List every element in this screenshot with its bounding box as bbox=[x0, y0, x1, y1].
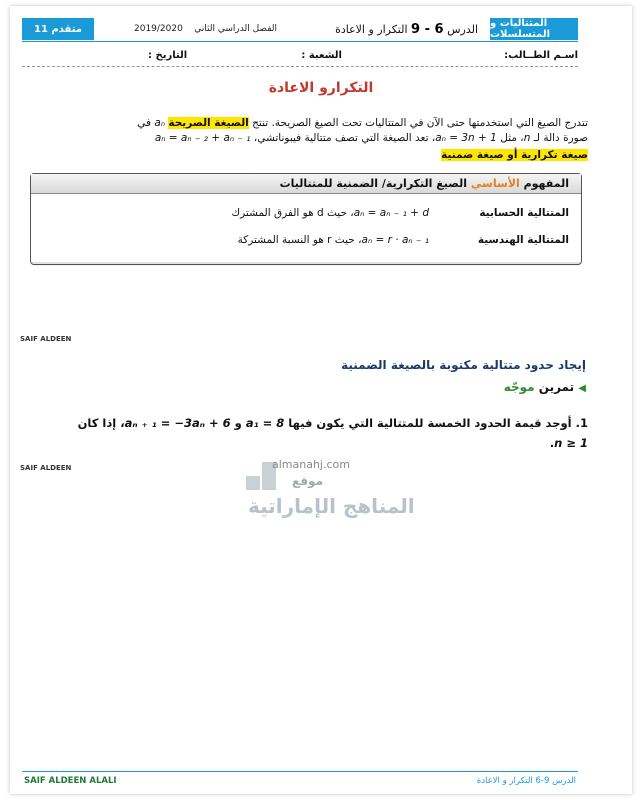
guided-exercise-label bbox=[504, 380, 586, 394]
arithmetic-definition bbox=[231, 204, 429, 222]
triangle-icon: ◀ bbox=[578, 383, 586, 394]
intro-line-2 bbox=[68, 131, 588, 145]
lesson-number: 6 - 9 bbox=[411, 22, 444, 37]
intro-text-2a: صورة دالة لـ bbox=[533, 132, 588, 144]
concept-accent: الأساسي bbox=[470, 177, 520, 190]
page-header bbox=[22, 18, 578, 40]
arithmetic-row bbox=[49, 204, 569, 222]
key-concept-header bbox=[31, 174, 581, 194]
geometric-definition bbox=[238, 231, 429, 249]
box-shadow bbox=[32, 262, 580, 267]
intro-text-1: تتدرج الصيغ التي استخدمتها حتى الآن في المتتاليات تحت الصيغ الصريحة. تنتج bbox=[252, 117, 588, 129]
logo-url: almanahj.com bbox=[272, 458, 350, 471]
exercise-word: تمرين bbox=[538, 380, 575, 394]
question-number: 1. bbox=[575, 416, 588, 430]
grade-badge: 11 متقدم bbox=[22, 18, 94, 40]
geometric-formula: aₙ = r · aₙ ₋ ₁ bbox=[361, 234, 429, 246]
key-concept-box bbox=[30, 173, 582, 265]
intro-math-an: aₙ bbox=[154, 117, 166, 129]
question-initial-term: a₁ = 8 bbox=[245, 416, 285, 430]
footer-divider bbox=[22, 771, 578, 772]
intro-line-1 bbox=[68, 116, 588, 130]
meta-divider bbox=[22, 66, 578, 67]
concept-title: الصيغ التكرارية/ الضمنية للمتتاليات bbox=[279, 177, 468, 190]
question-and: و bbox=[234, 416, 242, 430]
author-watermark-2: SAIF ALDEEN bbox=[20, 464, 72, 472]
geometric-label: المتتالية الهندسية bbox=[477, 234, 569, 246]
lesson-title: التكرار و الاعادة bbox=[335, 23, 408, 36]
concept-prefix: المفهوم bbox=[523, 177, 569, 190]
year-label: 2019/2020 bbox=[134, 24, 183, 34]
arithmetic-formula: aₙ = aₙ ₋ ₁ + d bbox=[353, 207, 429, 219]
geometric-row bbox=[49, 231, 569, 249]
unit-badge: المتتاليات و المتسلسلات bbox=[490, 18, 578, 40]
footer-author: SAIF ALDEEN ALALI bbox=[24, 776, 117, 786]
arithmetic-label: المتتالية الحسابية bbox=[479, 207, 569, 219]
semester-info bbox=[134, 24, 277, 34]
page-title: التكرارو الاعادة bbox=[268, 80, 374, 96]
geometric-desc: ، حيث r هو النسبة المشتركة bbox=[237, 234, 362, 246]
logo-arabic-large: المناهج الإماراتية bbox=[248, 494, 415, 518]
lesson-prefix: الدرس bbox=[447, 23, 478, 36]
intro-math-example: aₙ = 3n + 1 bbox=[435, 132, 497, 144]
arithmetic-desc: ، حيث d هو الفرق المشترك bbox=[231, 207, 354, 219]
lesson-info bbox=[335, 22, 478, 37]
intro-text-2b: ، مثل bbox=[500, 132, 524, 144]
intro-text-2c: ، تعد الصيغة التي تصف متتالية فيبوناتشي، bbox=[253, 132, 436, 144]
logo-arabic-small: موقع bbox=[292, 474, 324, 488]
question-text: أوجد قيمة الحدود الخمسة للمتتالية التي يكون فيها bbox=[288, 416, 572, 430]
student-name-label: اسـم الطــالب: bbox=[504, 50, 578, 61]
logo-block bbox=[246, 476, 260, 490]
question-if: ، إذا كان bbox=[77, 416, 125, 430]
question-1-line-2: n ≥ 1. bbox=[549, 436, 588, 450]
header-divider bbox=[22, 41, 578, 42]
explicit-formula-highlight: الصيغة الصريحة bbox=[168, 117, 249, 129]
intro-math-fibonacci: aₙ = aₙ ₋ ₂ + aₙ ₋ ₁ bbox=[154, 132, 251, 144]
section-heading: إيجاد حدود متتالية مكتوبة بالصيغة الضمنية bbox=[341, 358, 586, 372]
semester-label: الفصل الدراسي الثاني bbox=[194, 24, 277, 34]
question-1-line-1 bbox=[78, 416, 588, 430]
recursive-formula-highlight: صيغة تكرارية أو صيغة ضمنية bbox=[441, 149, 588, 161]
author-watermark: SAIF ALDEEN bbox=[20, 335, 72, 343]
question-condition: n ≥ 1 bbox=[554, 436, 588, 450]
date-label: التاريخ : bbox=[148, 50, 188, 61]
intro-line-3 bbox=[68, 148, 588, 162]
section-label: الشعبة : bbox=[301, 50, 342, 61]
intro-math-n: n bbox=[523, 132, 531, 144]
footer-lesson: الدرس 9-6 التكرار و الاعادة bbox=[476, 776, 576, 786]
intro-text-1-end: في bbox=[137, 117, 152, 129]
question-recursive-formula: aₙ ₊ ₁ = −3aₙ + 6 bbox=[124, 416, 231, 430]
guided-word: موجّه bbox=[503, 380, 535, 394]
